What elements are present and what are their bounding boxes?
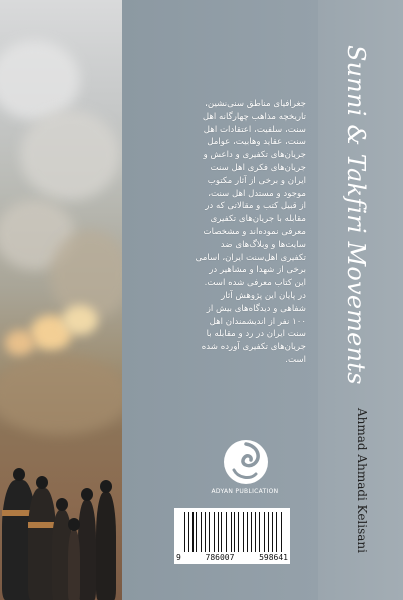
blurb-line: جغرافیای مناطق سنی‌نشین،	[205, 99, 306, 109]
blurb-line: تکفیری اهل‌سنت ایران، اسامی	[195, 252, 306, 263]
barcode-bar	[234, 512, 235, 552]
book-title-text: Sunni & Takfiri Movements	[342, 45, 370, 385]
cover-blurb	[136, 98, 306, 367]
barcode-bar	[199, 512, 200, 552]
barcode-bar	[201, 512, 202, 552]
barcode-bar	[272, 512, 273, 552]
barcode-bar	[218, 512, 219, 552]
barcode-bar	[214, 512, 215, 552]
blurb-line: مقابله با جریان‌های تکفیری	[210, 214, 306, 225]
blurb-line: موجود و مستدل اهل سنت،	[208, 188, 306, 199]
barcode-bar	[257, 512, 258, 552]
blurb-line: معرفی نموده‌اند و مشخصات	[203, 226, 306, 237]
book-title	[336, 45, 376, 385]
barcode-bar	[249, 512, 250, 552]
barcode-bar	[240, 512, 241, 552]
barcode-bar	[264, 512, 265, 552]
barcode-bar	[224, 512, 225, 552]
blurb-line: شفاهی و دیدگاه‌های بیش از	[206, 303, 306, 314]
barcode-bar	[202, 512, 203, 552]
blurb-line: است.	[285, 354, 306, 365]
barcode-bar	[205, 512, 206, 552]
blurb-line: جریان‌های تکفیری و داعش و	[203, 150, 306, 161]
barcode-bar	[209, 512, 210, 552]
barcode-bars	[184, 512, 284, 552]
blurb-line: ایران و برخی از آثار مکتوب	[207, 175, 306, 186]
barcode-bar	[278, 512, 279, 552]
barcode-bar	[274, 512, 275, 552]
blurb-line: جریان‌های تکفیری آورده شده	[201, 342, 306, 353]
blurb-line: از قبیل کتب و مقالاتی که در	[205, 201, 306, 212]
barcode-bar	[237, 512, 238, 552]
barcode-bar	[188, 512, 189, 552]
barcode-bar	[215, 512, 216, 552]
blurb-line: جریان‌های فکری اهل سنت	[210, 162, 306, 173]
barcode-bar	[253, 512, 254, 552]
barcode-bar	[265, 512, 266, 552]
barcode-bar	[207, 512, 208, 552]
barcode-bar	[243, 512, 244, 552]
barcode-bar	[245, 512, 246, 552]
blurb-line: این کتاب معرفی شده است.	[204, 278, 306, 289]
isbn-right-group: 598641	[259, 553, 288, 562]
barcode-bar	[231, 512, 232, 552]
cover-photo	[0, 0, 122, 600]
barcode-bar	[232, 512, 233, 552]
barcode-bar	[268, 512, 269, 552]
barcode-bar	[247, 512, 248, 552]
blurb-line: سایت‌ها و وبلاگ‌های ضد	[220, 239, 306, 250]
blurb-line: در پایان این پژوهش آثار	[221, 290, 306, 301]
isbn-digits	[176, 553, 288, 562]
isbn-left-group: 786007	[205, 553, 235, 562]
barcode-bar	[192, 512, 193, 552]
barcode-bar	[226, 512, 227, 552]
barcode-bar	[283, 512, 284, 552]
isbn-barcode	[174, 508, 290, 564]
barcode-bar	[196, 512, 197, 552]
barcode-bar	[281, 512, 282, 552]
barcode-bar	[228, 512, 229, 552]
publisher-swirl-icon	[222, 438, 270, 486]
barcode-bar	[255, 512, 256, 552]
barcode-bar	[262, 512, 263, 552]
barcode-bar	[270, 512, 271, 552]
book-author-text: Ahmad Ahmadi Kelisani	[355, 408, 369, 553]
blurb-line: سنت ایران در رد و مقابله با	[206, 329, 306, 340]
barcode-bar	[190, 512, 191, 552]
isbn-first-digit: 9	[176, 553, 181, 562]
barcode-bar	[187, 512, 188, 552]
barcode-bar	[195, 512, 196, 552]
blurb-line: سنت، سلفیت، اعتقادات اهل	[203, 124, 306, 135]
blurb-line: ۱۰۰ نفر از اندیشمندان اهل	[209, 316, 306, 327]
barcode-bar	[251, 512, 252, 552]
book-author	[352, 408, 372, 588]
blurb-line: تاریخچه مذاهب چهارگانه اهل	[202, 111, 306, 122]
barcode-bar	[259, 512, 260, 552]
barcode-bar	[238, 512, 239, 552]
barcode-bar	[276, 512, 277, 552]
barcode-bar	[211, 512, 212, 552]
barcode-bar	[221, 512, 222, 552]
barcode-bar	[219, 512, 220, 552]
blurb-line: برخی از شهدا و مشاهیر در	[209, 265, 306, 276]
blurb-line: سنت، عقاید وهابیت، عوامل	[207, 137, 306, 148]
publisher-name: ADYAN PUBLICATION	[211, 488, 279, 495]
barcode-bar	[184, 512, 185, 552]
